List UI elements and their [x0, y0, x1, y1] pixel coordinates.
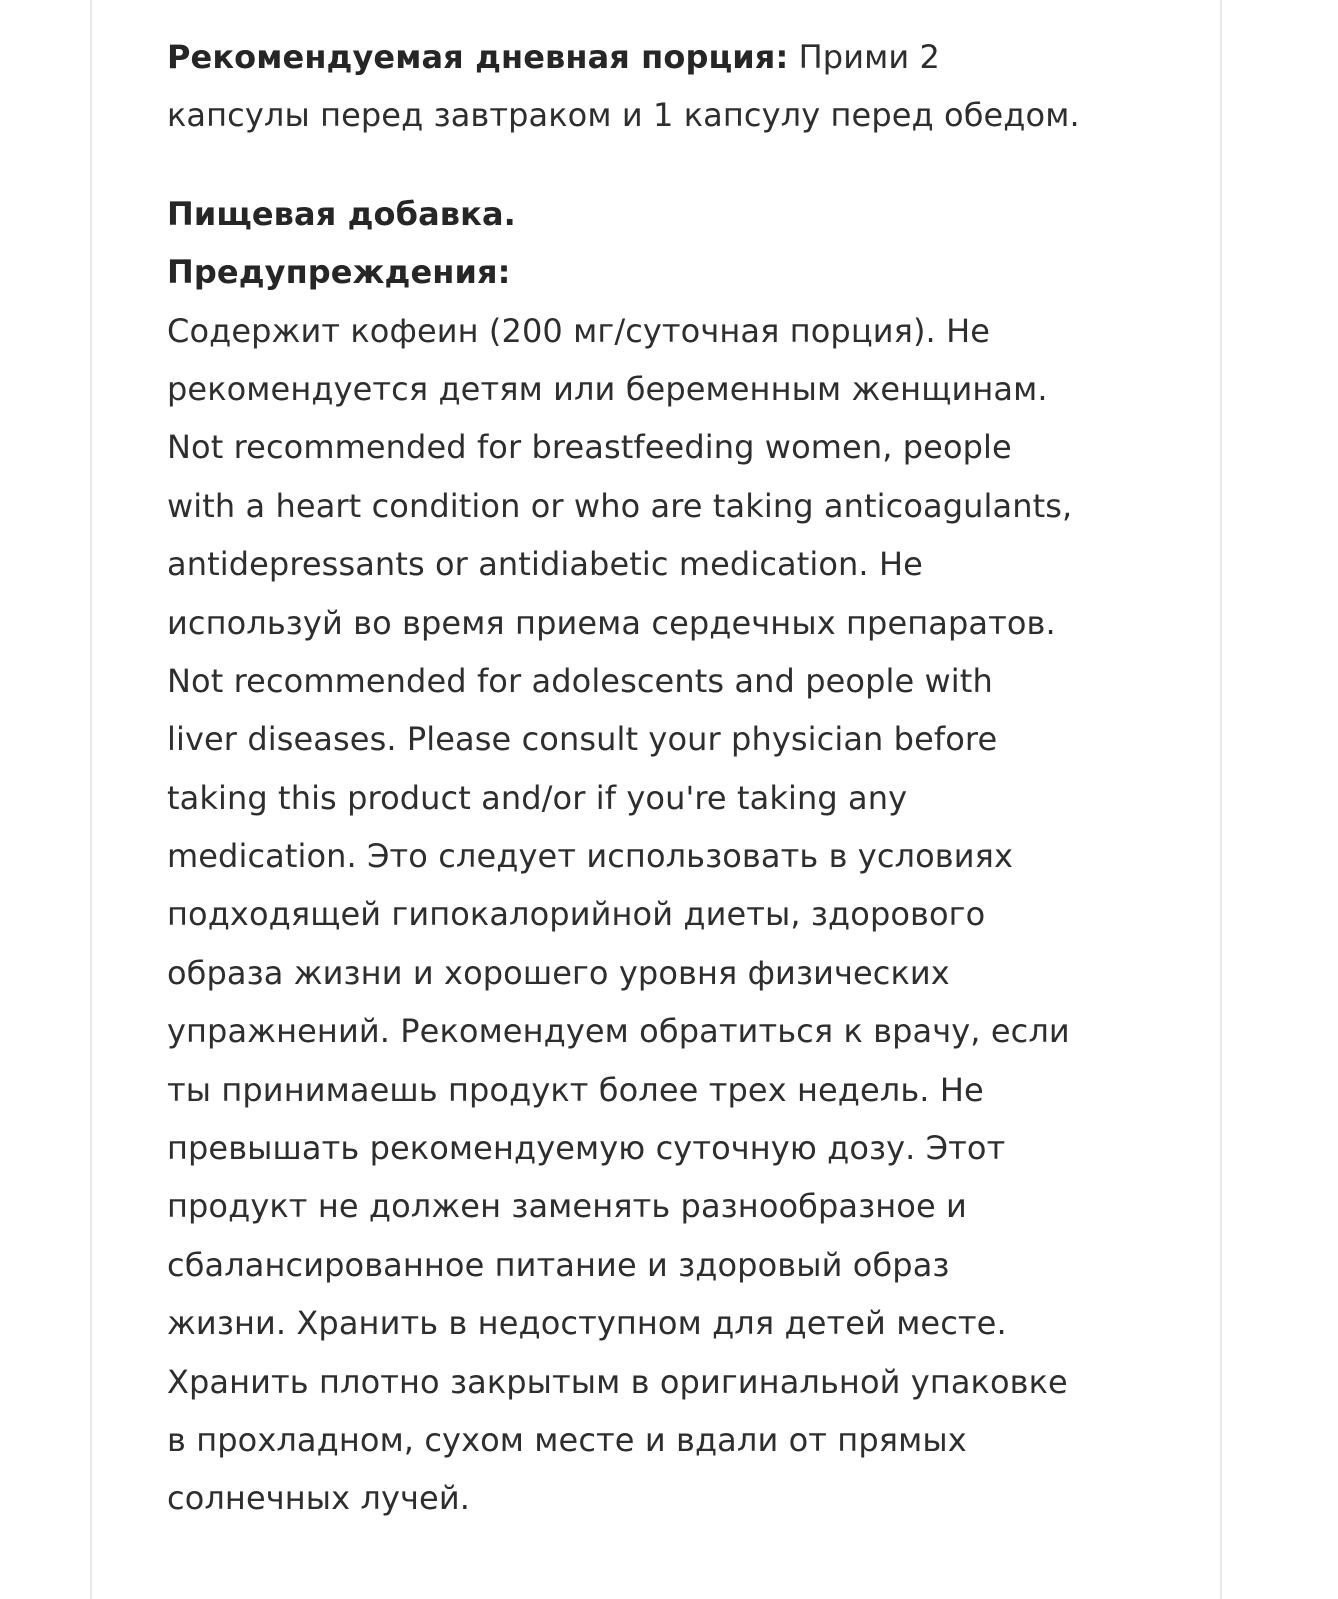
warnings-line: используй во время приема сердечных препаратов. [167, 603, 1056, 642]
dosage-text-part-1: Прими 2 [788, 38, 940, 76]
warnings-line: сбалансированное питание и здоровый образ [167, 1245, 950, 1284]
dosage-line-2: капсулы перед завтраком и 1 капсулу перед обедом. [167, 96, 1080, 135]
warnings-line: ты принимаешь продукт более трех недель. Не [167, 1070, 984, 1109]
paragraph-gap [167, 145, 1157, 185]
warnings-line: with a heart condition or who are taking anticoagulants, [167, 486, 1073, 525]
warnings-line: antidepressants or antidiabetic medication. Не [167, 545, 923, 584]
warnings-line: образа жизни и хорошего уровня физических [167, 953, 950, 992]
warnings-line: упражнений. Рекомендуем обратиться к врачу, если [167, 1012, 1070, 1051]
warnings-line: Содержит кофеин (200 мг/суточная порция). Не [167, 311, 991, 350]
warnings-line: Not recommended for adolescents and people with [167, 661, 993, 700]
warnings-line: рекомендуется детям или беременным женщинам. [167, 369, 1048, 408]
warnings-line: превышать рекомендуемую суточную дозу. Этот [167, 1129, 1006, 1168]
warnings-line: liver diseases. Please consult your physician before [167, 720, 998, 759]
warnings-line: продукт не должен заменять разнообразное и [167, 1187, 967, 1226]
warnings-line: taking this product and/or if you're taking any [167, 778, 908, 817]
warnings-line: жизни. Хранить в недоступном для детей месте. [167, 1304, 1007, 1343]
warnings-line: medication. Это следует использовать в условиях [167, 837, 1014, 876]
warnings-line: Хранить плотно закрытым в оригинальной упаковке [167, 1362, 1068, 1401]
supplement-heading: Пищевая добавка. [167, 194, 516, 233]
product-description-text [167, 28, 1157, 1528]
warnings-text [167, 302, 1157, 1528]
warnings-heading: Предупреждения: [167, 253, 511, 292]
warnings-line: в прохладном, сухом месте и вдали от прямых [167, 1420, 967, 1459]
dosage-line-1 [167, 28, 1157, 86]
warnings-line: Not recommended for breastfeeding women, people [167, 428, 1012, 467]
product-description-panel [90, 0, 1222, 1599]
warnings-line: подходящей гипокалорийной диеты, здорового [167, 895, 986, 934]
dosage-label: Рекомендуемая дневная порция: [167, 38, 789, 76]
warnings-line: солнечных лучей. [167, 1479, 470, 1518]
